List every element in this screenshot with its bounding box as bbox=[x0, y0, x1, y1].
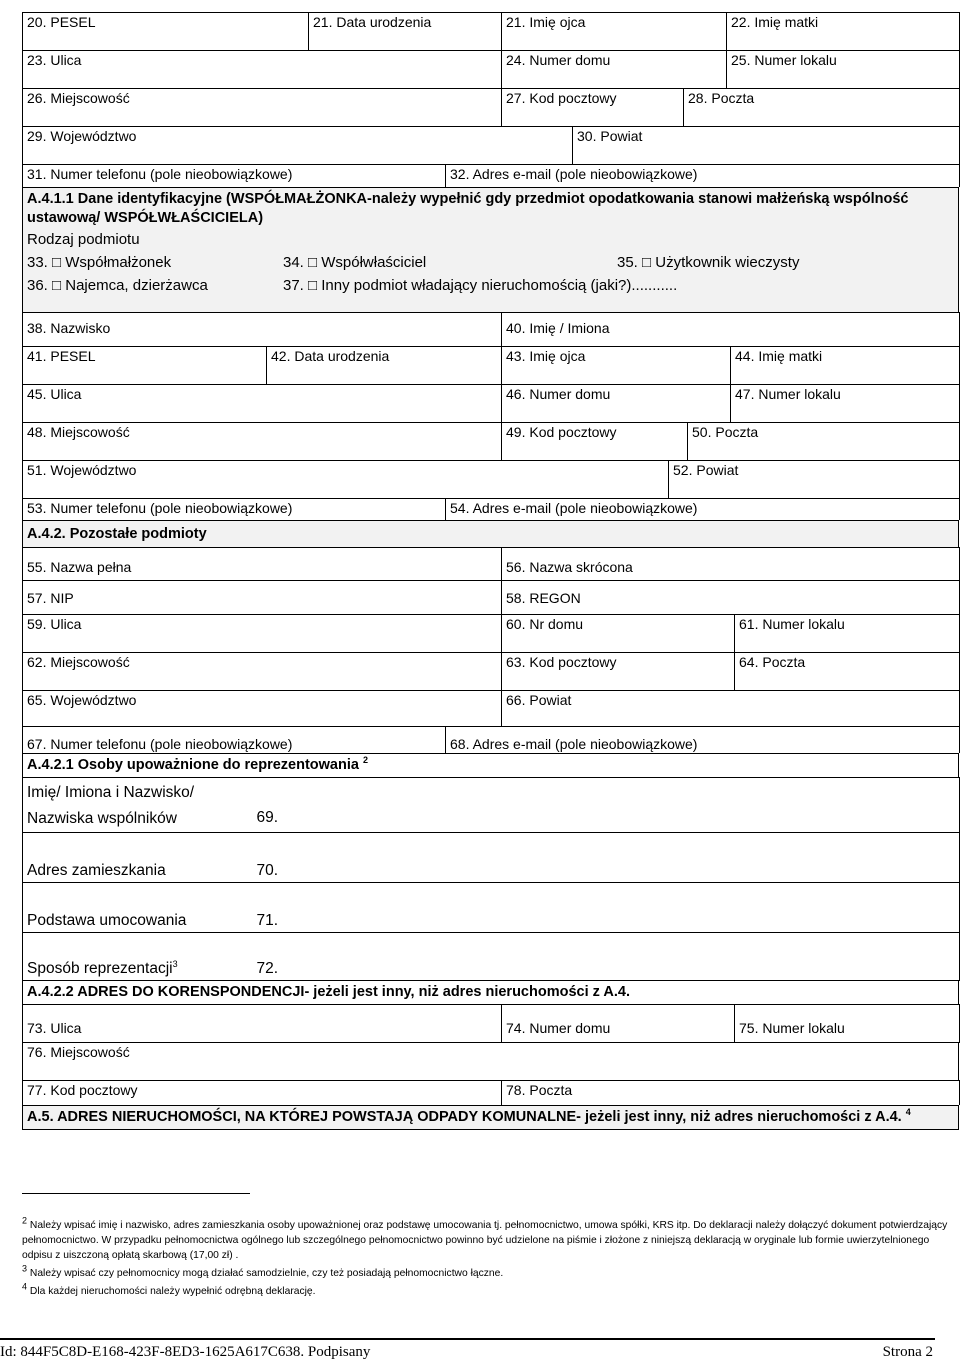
field-father-name-2[interactable]: 43. Imię ojca bbox=[502, 346, 731, 384]
section-a422-header-table bbox=[22, 980, 959, 1005]
footer-rule bbox=[0, 1338, 935, 1340]
field-phone-3[interactable]: 67. Numer telefonu (pole nieobowiązkowe) bbox=[23, 727, 446, 754]
section-a411-id-table bbox=[22, 346, 960, 385]
section-a42-contact-table bbox=[22, 726, 960, 753]
field-corr-street[interactable]: 73. Ulica bbox=[23, 1005, 502, 1043]
section-a5-heading: A.5. ADRES NIERUCHOMOŚCI, NA KTÓREJ POWSTAJĄ ODPADY KOMUNALNE- jeżeli jest inny, niż adres nieruchomości z A.4. $^4$ bbox=[23, 1105, 959, 1129]
representatives-table bbox=[22, 777, 960, 981]
field-city-2[interactable]: 48. Miejscowość bbox=[23, 422, 502, 460]
declaration-form bbox=[22, 12, 959, 1130]
field-surname[interactable]: 38. Nazwisko bbox=[23, 312, 502, 346]
field-birth-date[interactable]: 21. Data urodzenia bbox=[309, 13, 502, 51]
rep-basis-label: Podstawa umocowania bbox=[23, 883, 253, 933]
section-a411-city-table bbox=[22, 422, 960, 461]
section-a41-city-table bbox=[22, 88, 960, 127]
section-a41-address-table bbox=[22, 50, 960, 89]
footnote-3: $^3$ Należy wpisać czy pełnomocnicy mogą działać samodzielnie, czy też posiadają pełnomocnictwo łączne. bbox=[22, 1263, 504, 1279]
section-a422-city-table bbox=[22, 1042, 959, 1081]
section-a42-city-table bbox=[22, 652, 960, 691]
footnote-divider bbox=[22, 1193, 250, 1194]
document-id: Id: 844F5C8D-E168-423F-8ED3-1625A617C638. Podpisany bbox=[0, 1344, 371, 1360]
section-a411-contact-table bbox=[22, 498, 960, 521]
option-co-owner[interactable]: 34. □ Współwłaściciel bbox=[283, 253, 427, 271]
option-other-entity[interactable]: 37. □ Inny podmiot władający nieruchomością (jaki?)........... bbox=[283, 276, 678, 294]
field-voivodeship-2[interactable]: 51. Województwo bbox=[23, 460, 669, 498]
option-spouse[interactable]: 33. □ Współmałżonek bbox=[27, 253, 172, 271]
section-a421-heading: A.4.2.1 Osoby upoważnione do reprezentowania $^2$ bbox=[23, 754, 959, 778]
section-a411-address-table bbox=[22, 384, 960, 423]
field-corr-city[interactable]: 76. Miejscowość bbox=[23, 1043, 959, 1081]
field-father-name[interactable]: 21. Imię ojca bbox=[502, 13, 727, 51]
field-house-number-3[interactable]: 60. Nr domu bbox=[502, 615, 735, 653]
field-county-3[interactable]: 66. Powiat bbox=[502, 691, 960, 727]
page-number: Strona 2 bbox=[882, 1344, 933, 1360]
footnote-4: $^4$ Dla każdej nieruchomości należy wypełnić odrębną deklarację. bbox=[22, 1281, 316, 1297]
subject-type-label: Rodzaj podmiotu bbox=[27, 230, 140, 248]
field-postal-code-2[interactable]: 49. Kod pocztowy bbox=[502, 422, 688, 460]
section-a422-address-table bbox=[22, 1004, 960, 1043]
section-a42-region-table bbox=[22, 690, 960, 727]
field-email[interactable]: 32. Adres e-mail (pole nieobowiązkowe) bbox=[446, 165, 960, 187]
field-email-3[interactable]: 68. Adres e-mail (pole nieobowiązkowe) bbox=[446, 727, 960, 754]
section-a42-heading: A.4.2. Pozostałe podmioty bbox=[23, 521, 959, 548]
rep-names-field[interactable]: 69. bbox=[253, 778, 960, 833]
field-apartment-number-2[interactable]: 47. Numer lokalu bbox=[731, 384, 960, 422]
section-a411-name-table bbox=[22, 312, 960, 347]
field-corr-postal-code[interactable]: 77. Kod pocztowy bbox=[23, 1081, 502, 1105]
field-house-number[interactable]: 24. Numer domu bbox=[502, 51, 727, 89]
section-a411-header-table bbox=[22, 187, 959, 313]
field-house-number-2[interactable]: 46. Numer domu bbox=[502, 384, 731, 422]
field-pesel-2[interactable]: 41. PESEL bbox=[23, 346, 267, 384]
section-a41-region-table bbox=[22, 126, 960, 165]
rep-method-label: Sposób reprezentacji$^3$ bbox=[23, 933, 253, 981]
footnote-2: $^2$ Należy wpisać imię i nazwisko, adres zamieszkania osoby upoważnionej oraz podstawę umocowania tj. pełnomocnictwo, umowa spółki, KRS itp. Do deklaracji należy dołączyć dokument potwierdzający pełnomocnictwo. W przypadku pełnomocnictwa ogólnego lub szczególnego pełnomocnictwo powinno być udzielone na piśmie i złożone z niniejszą deklaracją w oryginale lub formie uwierzytelnionego odpisu z uiszczoną opłatą skarbową (17,00 zł) . bbox=[22, 1215, 948, 1261]
field-pesel[interactable]: 20. PESEL bbox=[23, 13, 309, 51]
field-voivodeship-3[interactable]: 65. Województwo bbox=[23, 691, 502, 727]
section-a421-header-table bbox=[22, 753, 959, 778]
field-first-names[interactable]: 40. Imię / Imiona bbox=[502, 312, 960, 346]
field-apartment-number-3[interactable]: 61. Numer lokalu bbox=[735, 615, 960, 653]
field-nip[interactable]: 57. NIP bbox=[23, 581, 502, 615]
rep-method-field[interactable]: 72. bbox=[253, 933, 960, 981]
field-voivodeship[interactable]: 29. Województwo bbox=[23, 127, 573, 165]
field-corr-house-number[interactable]: 74. Numer domu bbox=[502, 1005, 735, 1043]
field-email-2[interactable]: 54. Adres e-mail (pole nieobowiązkowe) bbox=[446, 498, 960, 520]
field-postal-code[interactable]: 27. Kod pocztowy bbox=[502, 89, 684, 127]
field-county-2[interactable]: 52. Powiat bbox=[669, 460, 960, 498]
rep-address-field[interactable]: 70. bbox=[253, 833, 960, 883]
field-phone-2[interactable]: 53. Numer telefonu (pole nieobowiązkowe) bbox=[23, 498, 446, 520]
field-city[interactable]: 26. Miejscowość bbox=[23, 89, 502, 127]
section-a42-header-table bbox=[22, 520, 959, 548]
section-a411-heading: A.4.1.1 Dane identyfikacyjne (WSPÓŁMAŁŻONKA-należy wypełnić gdy przedmiot opodatkowania stanowi małżeńską wspólność ustawową/ WSPÓŁWŁAŚCICIELA) bbox=[27, 190, 909, 226]
section-a41-table bbox=[22, 12, 960, 51]
field-postal-code-3[interactable]: 63. Kod pocztowy bbox=[502, 653, 735, 691]
rep-basis-field[interactable]: 71. bbox=[253, 883, 960, 933]
field-mother-name-2[interactable]: 44. Imię matki bbox=[731, 346, 960, 384]
field-full-name[interactable]: 55. Nazwa pełna bbox=[23, 548, 502, 581]
field-corr-post-office[interactable]: 78. Poczta bbox=[502, 1081, 960, 1105]
section-a5-table bbox=[22, 1105, 959, 1130]
section-a42-address-table bbox=[22, 614, 960, 653]
footnotes bbox=[22, 1215, 959, 1299]
field-corr-apartment-number[interactable]: 75. Numer lokalu bbox=[735, 1005, 960, 1043]
field-mother-name[interactable]: 22. Imię matki bbox=[727, 13, 960, 51]
field-street[interactable]: 23. Ulica bbox=[23, 51, 502, 89]
section-a422-heading: A.4.2.2 ADRES DO KORENSPONDENCJI- jeżeli jest inny, niż adres nieruchomości z A.4. bbox=[23, 981, 959, 1005]
section-a422-postal-table bbox=[22, 1080, 960, 1105]
field-city-3[interactable]: 62. Miejscowość bbox=[23, 653, 502, 691]
rep-names-label: Imię/ Imiona i Nazwisko/ Nazwiska wspólników bbox=[23, 778, 253, 833]
field-post-office-2[interactable]: 50. Poczta bbox=[688, 422, 960, 460]
field-birth-date-2[interactable]: 42. Data urodzenia bbox=[267, 346, 502, 384]
option-perpetual-user[interactable]: 35. □ Użytkownik wieczysty bbox=[617, 253, 800, 271]
field-phone[interactable]: 31. Numer telefonu (pole nieobowiązkowe) bbox=[23, 165, 446, 187]
field-short-name[interactable]: 56. Nazwa skrócona bbox=[502, 548, 960, 581]
option-tenant[interactable]: 36. □ Najemca, dzierżawca bbox=[27, 276, 208, 294]
field-post-office[interactable]: 28. Poczta bbox=[684, 89, 960, 127]
section-a41-contact-table bbox=[22, 164, 960, 187]
section-a42-nip-table bbox=[22, 580, 960, 615]
rep-address-label: Adres zamieszkania bbox=[23, 833, 253, 883]
section-a42-name-table bbox=[22, 547, 960, 581]
section-a411-region-table bbox=[22, 460, 960, 499]
field-post-office-3[interactable]: 64. Poczta bbox=[735, 653, 960, 691]
field-apartment-number[interactable]: 25. Numer lokalu bbox=[727, 51, 960, 89]
field-street-3[interactable]: 59. Ulica bbox=[23, 615, 502, 653]
field-street-2[interactable]: 45. Ulica bbox=[23, 384, 502, 422]
field-county[interactable]: 30. Powiat bbox=[573, 127, 960, 165]
field-regon[interactable]: 58. REGON bbox=[502, 581, 960, 615]
